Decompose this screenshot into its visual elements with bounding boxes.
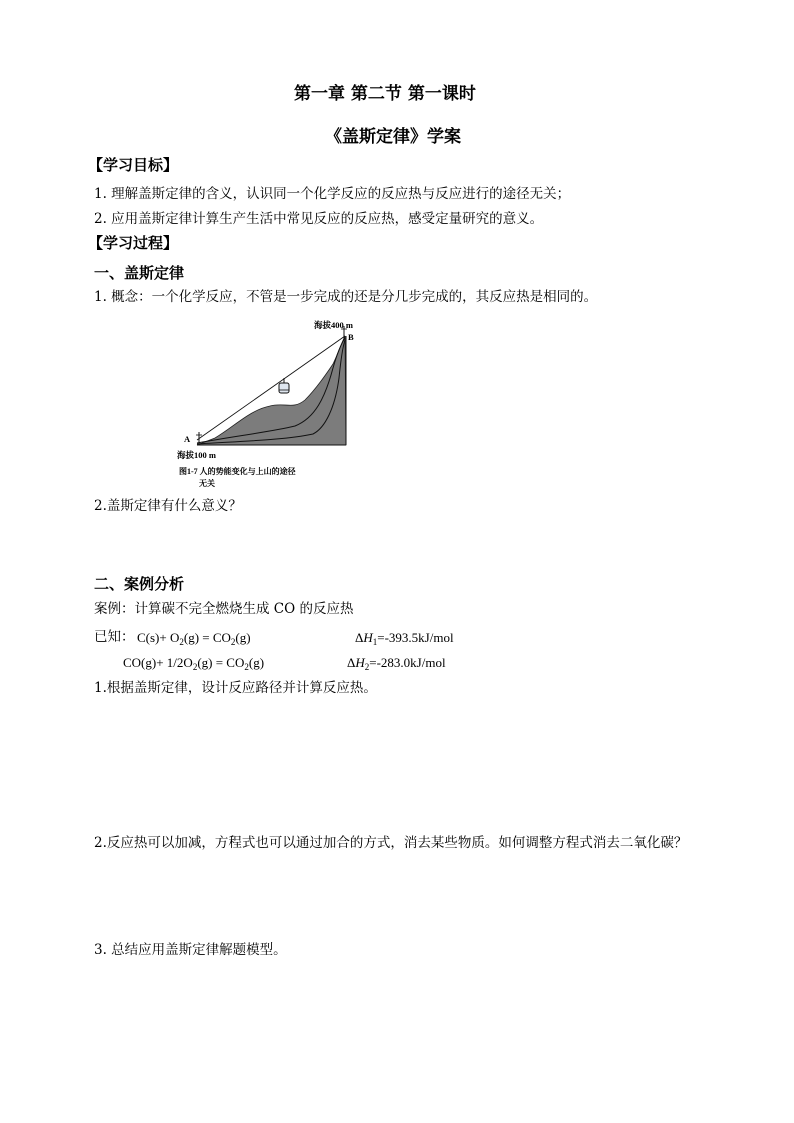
- objective-item-1: 1. 理解盖斯定律的含义，认识同一个化学反应的反应热与反应进行的途径无关；: [94, 186, 571, 202]
- known-label: 已知：: [94, 629, 135, 645]
- equation-1: $C(s)+ O_2(g) = CO_2(g)$: [137, 630, 251, 647]
- page-title: 第一章 第二节 第一课时: [294, 84, 476, 104]
- enthalpy-2: $\Delta H_2=-283.0kJ$/mol: [347, 655, 446, 672]
- section2-heading: 二、案例分析: [94, 575, 185, 593]
- objectives-heading: 【学习目标】: [88, 156, 179, 174]
- cable-car-icon: [279, 383, 289, 393]
- section1-heading: 一、盖斯定律: [94, 264, 185, 282]
- section2-question-3: 3. 总结应用盖斯定律解题模型。: [94, 942, 287, 958]
- process-heading: 【学习过程】: [88, 234, 179, 252]
- label-top-altitude: 海拔400 m: [314, 320, 353, 330]
- label-bottom-altitude: 海拔100 m: [177, 450, 216, 460]
- enthalpy-1: $\Delta H_1=-393.5kJ$/mol: [355, 630, 454, 647]
- figure-caption-1: 图1-7 人的势能变化与上山的途径: [179, 467, 296, 476]
- equation-2: $CO(g)+ 1/2O_2(g) = CO_2(g)$: [123, 655, 265, 672]
- page-subtitle: 《盖斯定律》学案: [325, 127, 461, 147]
- hess-mountain-figure: [175, 318, 370, 496]
- concept-text: 1. 概念：一个化学反应，不管是一步完成的还是分几步完成的，其反应热是相同的。: [94, 289, 598, 305]
- section1-question-2: 2.盖斯定律有什么意义？: [94, 498, 242, 514]
- figure-caption-2: 无关: [199, 479, 215, 488]
- label-point-b: B: [348, 332, 354, 342]
- objective-item-2: 2. 应用盖斯定律计算生产生活中常见反应的反应热，感受定量研究的意义。: [94, 211, 544, 227]
- label-point-a: A: [184, 434, 191, 444]
- section2-question-2: 2.反应热可以加减，方程式也可以通过加合的方式，消去某些物质。如何调整方程式消去二氧化碳？: [94, 835, 688, 851]
- case-text: 案例：计算碳不完全燃烧生成 CO 的反应热: [94, 601, 354, 617]
- mountain-shape: [197, 336, 346, 445]
- section2-question-1: 1.根据盖斯定律，设计反应路径并计算反应热。: [94, 680, 377, 696]
